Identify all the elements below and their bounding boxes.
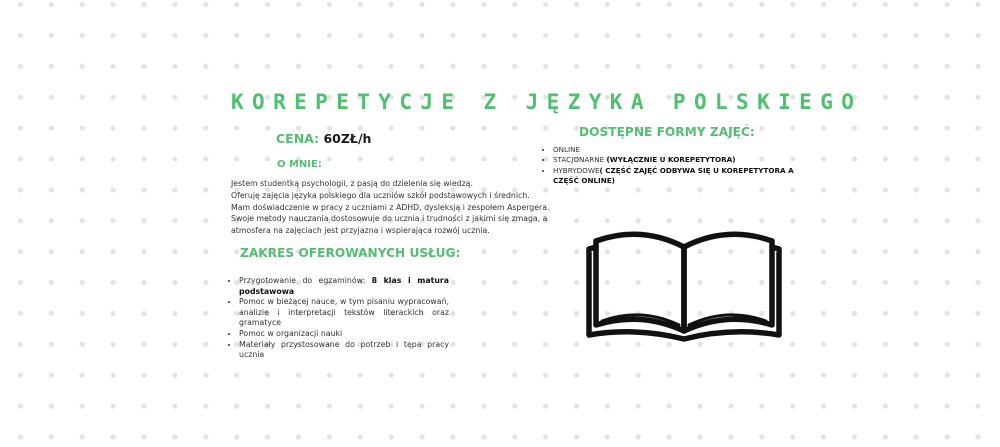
list-item-bold: (WYŁĄCZNIE U KOREPETYTORA) (606, 155, 736, 165)
list-item-bold: ( CZĘŚĆ ZAJĘĆ ODBYWA SIĘ U KOREPETYTORA A CZĘŚĆ ONLINE) (553, 165, 794, 185)
list-item (553, 166, 815, 187)
services-heading: ZAKRES OFEROWANYCH USŁUG: (240, 246, 461, 260)
list-item (553, 145, 815, 155)
list-item-text: Pomoc w organizacji nauki (239, 328, 343, 338)
list-item-text: HYBRYDOWE (553, 165, 600, 175)
list-item (239, 297, 449, 329)
page-title: KOREPETYCJE Z JĘZYKA POLSKIEGO (231, 90, 863, 114)
about-line: atmosfera na zajęciach jest przyjazna i wspierająca rozwój ucznia. (231, 226, 490, 236)
about-heading: O MNIE: (277, 159, 322, 170)
list-item (239, 340, 449, 361)
price-value: 60ZŁ/h (323, 131, 372, 146)
list-item (239, 329, 449, 340)
list-item-text: STACJONARNE (553, 155, 607, 165)
price-label: CENA: (276, 131, 320, 146)
list-item-text: ONLINE (553, 145, 581, 154)
about-text (231, 178, 550, 237)
about-line: Jestem studentką psychologii, z pasją do dzielenia się wiedzą. (231, 179, 473, 188)
forms-list (540, 145, 815, 186)
list-item-text: Pomoc w bieżącej nauce, w tym pisaniu wypracowań, analizie i interpretacji tekstów literackich oraz gramatyce (239, 297, 449, 328)
list-item (239, 276, 449, 297)
forms-heading: DOSTĘPNE FORMY ZAJĘĆ: (579, 125, 755, 139)
about-line: Oferuję zajęcia języka polskiego dla uczniów szkół podstawowych i średnich. (231, 190, 530, 200)
list-item-text: Przygotowanie do egzaminów: (239, 276, 372, 285)
about-line: Mam doświadczenie w pracy z uczniami z ADHD, dysleksją i zespołem Aspergera. (231, 202, 550, 212)
services-list (226, 276, 449, 361)
list-item (553, 155, 815, 165)
list-item-text: Materiały przystosowane do potrzeb i tępa pracy ucznia (239, 339, 449, 360)
open-book-icon (586, 225, 782, 347)
price (276, 131, 371, 146)
about-line: Swoje metody nauczania dostosowuje do ucznia i trudności z jakimi się zmaga, a (231, 214, 548, 224)
list-item-bold: 8 klas i matura podstawowa (239, 276, 449, 296)
